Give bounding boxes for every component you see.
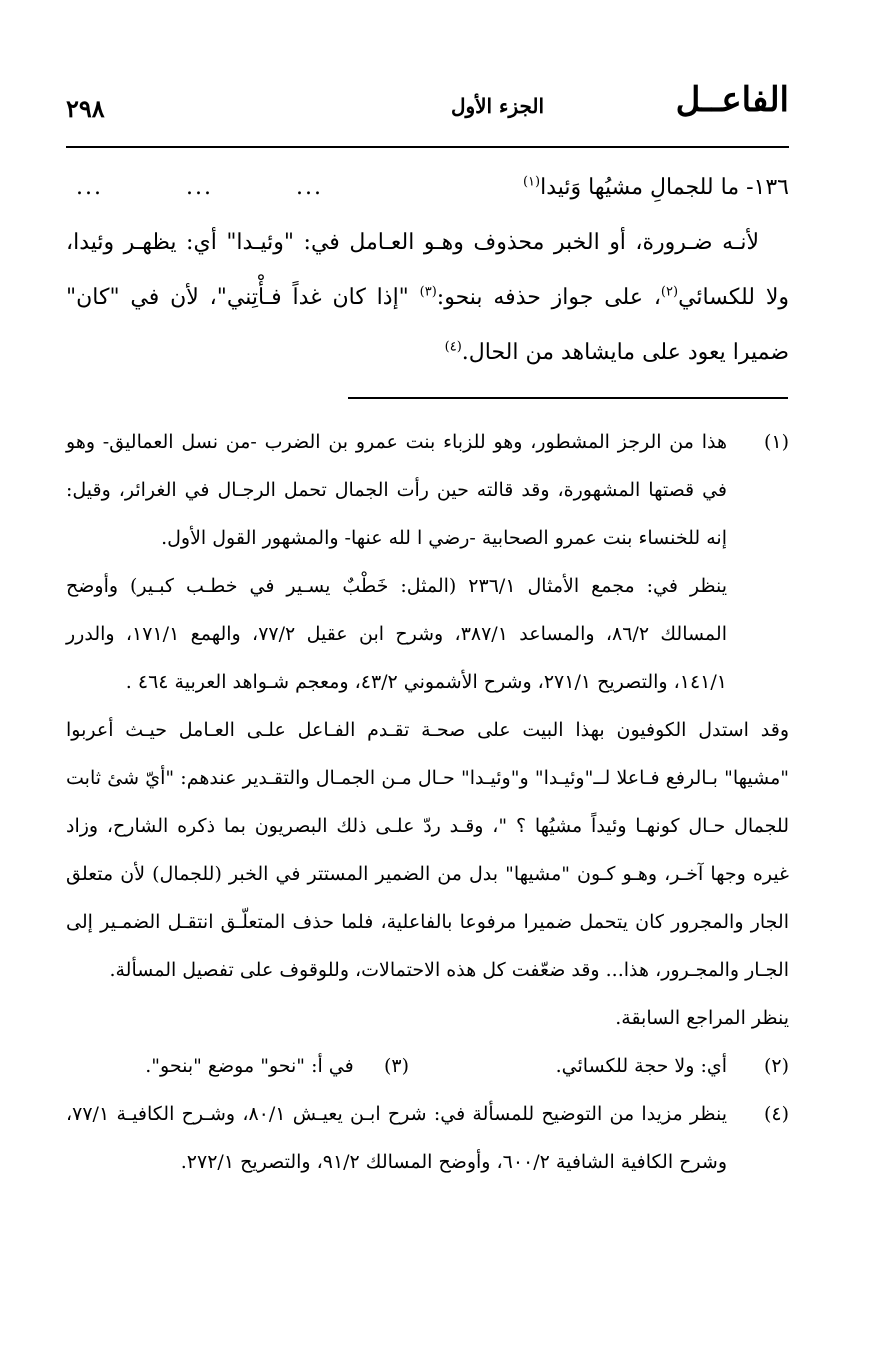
body-text-2: ، على جواز حذفه بنحو: — [436, 285, 661, 310]
verse-text — [523, 160, 789, 215]
footnote-separator — [348, 397, 788, 399]
footnote-1-references: ينظر في: مجمع الأمثال ٢٣٦/١ (المثل: خَطْبٌ يسـير في خطـب كبـير) وأوضح المسالك ٨٦/٢، والمساعد ٣٨٧/١، وشرح ابن عقيل ٧٧/٢، والهمع ١٧١/١، والدرر ١٤١/١، والتصريح ٢٧١/١، وشرح الأشموني ٤٣/٢، ومعجم شـواهد العربية ٤٦٤ . — [66, 575, 727, 693]
body-text-1: لأنـه ضـرورة، أو الخبر محذوف وهـو العـامل في: "وئيـدا" أي: يظهـر وئيدا، ولا للكسائي — [66, 230, 790, 310]
footnote-1 — [66, 418, 789, 706]
footnote-3 — [145, 1042, 409, 1090]
ellipsis-2: ... — [186, 175, 213, 200]
footnote-4-text: ينظر مزيدا من التوضيح للمسألة في: شرح ابـن يعيـش ٨٠/١، وشـرح الكافيـة ٧٧/١، وشرح الكافية الشافية ٦٠٠/٢، وأوضح المسالك ٩١/٢، والتصريح ٢٧٢/١. — [66, 1103, 727, 1173]
footnote-ref-2: (٢) — [660, 284, 679, 300]
footnote-number-3: (٣) — [383, 1055, 409, 1077]
footnote-3-text: في أ: "نحو" موضع "بنحو". — [145, 1055, 354, 1077]
footnote-number-2: (٢) — [763, 1055, 789, 1077]
body-paragraph — [66, 215, 789, 380]
footnote-number-4: (٤) — [763, 1103, 789, 1125]
ellipsis-1: ... — [76, 175, 103, 200]
verse-body: ١٣٦- ما للجمالِ مشيُها وَئيدا — [540, 175, 789, 200]
footnote-1-see-also: ينظر المراجع السابقة. — [615, 1007, 789, 1029]
footnote-4 — [66, 1090, 789, 1186]
footnote-ref-4: (٤) — [444, 339, 462, 355]
verse-ellipsis — [76, 160, 406, 215]
footnote-number-1: (١) — [763, 431, 789, 453]
page-number: ٢٩٨ — [66, 94, 105, 123]
footnote-1-source: هذا من الرجز المشطور، وهو للزباء بنت عمرو بن الضرب -من نسل العماليق- وهو في قصتها المشهورة، وقد قالته حين رأت الجمال تحمل الرجـال في الغرائر، وقيل: إنه للخنساء بنت عمرو الصحابية -رضي ا لله عنها- والمشهور القول الأول. — [66, 431, 727, 549]
body-text-3: "إذا كان غداً فـأْتِني"، لأن في "كان" ضميرا يعود على مايشاهد من الحال. — [66, 285, 789, 365]
footnote-ref-3: (٣) — [419, 284, 437, 300]
footnote-ref-1: (١) — [522, 174, 541, 190]
footnote-1-discussion: وقد استدل الكوفيون بهذا البيت على صحـة تقـدم الفـاعل علـى العـامل حيـث أعربوا "مشيها" بـالرفع فـاعلا لــ"وئيـدا" و"وئيـدا" حـال مـن الجمـال والتقـدير عندهم: "أيّ شئ ثابت للجمال حـال كونهـا وئيداً مشيُها ؟ "، وقـد ردّ علـى ذلك البصريون بما ذكره الشارح، وزاد غيره وجها آخـر، وهـو كـون "مشيها" بدل من الضمير المستتر في الخبر (للجمال) لأن متعلق الجار والمجرور كان يتحمل ضميرا مرفوعا بالفاعلية، فلما حذف المتعلّـق انتقـل الضمـير إلى الجـار والمجـرور، هذا... وقد ضعّفت كل هذه الاحتمالات، وللوقوف على تفصيل المسألة. — [66, 719, 789, 981]
header-rule — [66, 146, 789, 148]
part-title: الجزء الأول — [450, 94, 545, 118]
chapter-title: الفاعــل — [675, 80, 789, 120]
footnotes — [66, 418, 789, 1186]
running-header — [66, 80, 789, 130]
verse-line — [66, 160, 789, 215]
main-text — [66, 160, 789, 380]
footnotes-2-3 — [66, 1042, 789, 1090]
ellipsis-3: ... — [296, 175, 323, 200]
footnote-2: أي: ولا حجة للكسائي. — [555, 1055, 727, 1077]
